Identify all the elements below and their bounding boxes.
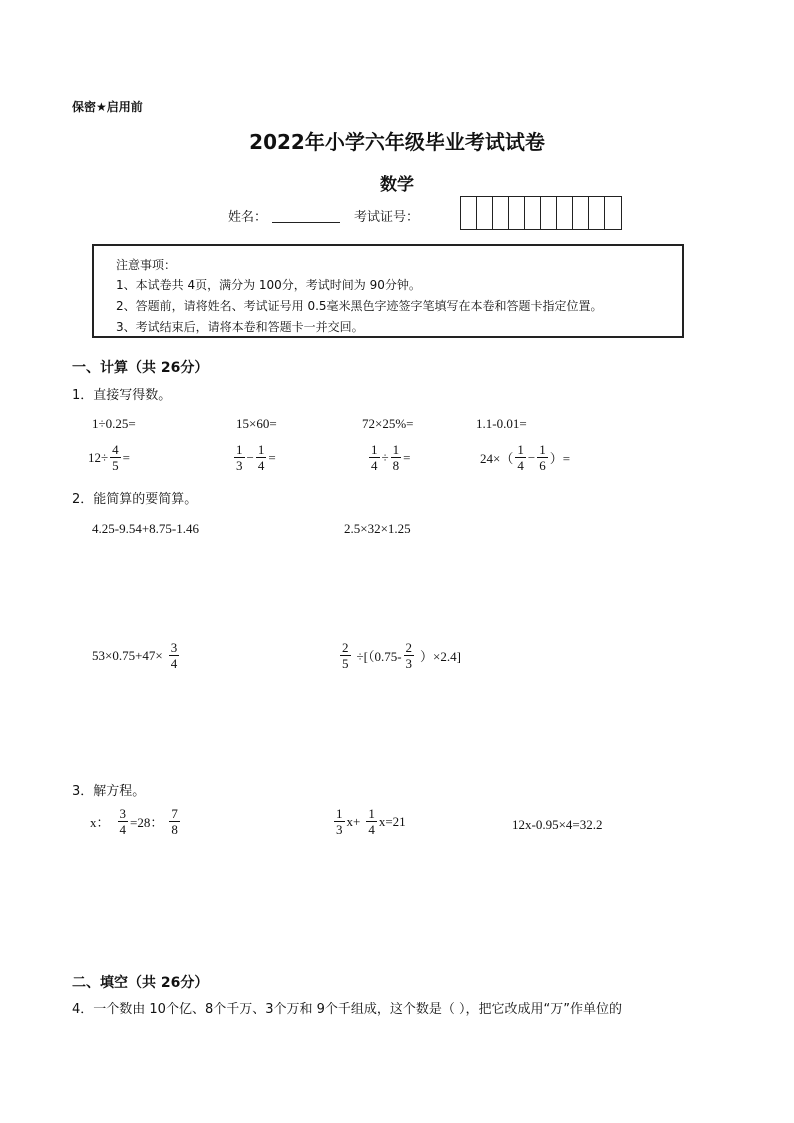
fraction	[169, 806, 180, 837]
confidential-label: 保密★启用前	[72, 100, 143, 114]
fraction-denominator: 6	[539, 458, 546, 473]
calc-item	[367, 442, 410, 473]
fraction-numerator: 1	[392, 442, 400, 457]
exam-id-digit-box[interactable]	[541, 197, 557, 229]
calc-text: =	[268, 449, 276, 465]
question-2-prompt: 2．能简算的要简算。	[72, 492, 198, 507]
fraction-numerator: 1	[539, 442, 546, 457]
calc-item: 15×60=	[236, 416, 277, 431]
calc-text: x：	[90, 815, 110, 830]
fraction	[169, 640, 180, 671]
section-2-title: 二、填空（共 26分）	[72, 975, 209, 991]
fraction-numerator: 1	[257, 442, 265, 457]
fraction-denominator: 4	[170, 656, 178, 671]
calc-operator: ÷	[381, 449, 389, 465]
exam-id-digit-box[interactable]	[573, 197, 589, 229]
calc-text: ）×2.4]	[420, 649, 461, 664]
fraction-numerator: 4	[112, 442, 119, 457]
calc-text: ÷[（0.75-	[356, 649, 402, 664]
calc-item	[88, 442, 130, 473]
fraction-numerator: 1	[371, 442, 378, 457]
calc-text: =28：	[130, 815, 164, 830]
calc-operator: −	[527, 449, 536, 465]
calc-text: x=21	[378, 813, 406, 829]
calc-text: ）=	[549, 451, 571, 466]
fraction	[334, 806, 345, 837]
fraction-denominator: 5	[112, 458, 119, 473]
question-4-text: 4．一个数由 10个亿、8个千万、3个万和 9个千组成，这个数是（ ），把它改成用“万”作单位的	[72, 1002, 622, 1017]
exam-id-label: 考试证号：	[354, 210, 420, 225]
fraction-numerator: 7	[171, 806, 178, 821]
calc-item: 1÷0.25=	[92, 416, 136, 431]
exam-id-digit-box[interactable]	[525, 197, 541, 229]
calc-item: 1.1-0.01=	[476, 416, 527, 431]
fraction	[404, 640, 415, 671]
fraction-numerator: 2	[342, 640, 349, 655]
subject-title: 数学	[380, 175, 414, 195]
calc-text: 53×0.75+47×	[92, 647, 163, 663]
fraction-numerator: 3	[119, 806, 127, 821]
calc-item: 72×25%=	[362, 416, 414, 431]
exam-id-digit-box[interactable]	[477, 197, 493, 229]
fraction	[366, 806, 377, 837]
section-1-title: 一、计算（共 26分）	[72, 360, 209, 376]
exam-title: 2022年小学六年级毕业考试试卷	[249, 130, 545, 154]
fraction-denominator: 3	[405, 656, 413, 671]
calc-text: =	[122, 449, 130, 465]
exam-id-digit-box[interactable]	[493, 197, 509, 229]
equation	[332, 806, 406, 837]
question-3-prompt: 3．解方程。	[72, 784, 146, 799]
calc-text: x+	[346, 813, 361, 829]
fraction	[369, 442, 380, 473]
fraction-denominator: 4	[368, 822, 375, 837]
calc-expression: 2.5×32×1.25	[344, 521, 411, 536]
name-label: 姓名：	[228, 210, 268, 225]
exam-id-digit-box[interactable]	[605, 197, 621, 229]
fraction	[537, 442, 548, 473]
fraction	[118, 806, 129, 837]
fraction-denominator: 3	[236, 458, 243, 473]
calc-text: 24×（	[480, 451, 514, 466]
calc-item	[480, 442, 570, 473]
exam-id-digit-box[interactable]	[557, 197, 573, 229]
calc-text: =	[403, 449, 411, 465]
calc-expression	[338, 640, 461, 671]
fraction	[515, 442, 526, 473]
fraction-denominator: 4	[257, 458, 265, 473]
fraction	[256, 442, 267, 473]
notice-box	[92, 244, 684, 338]
question-1-prompt: 1．直接写得数。	[72, 388, 172, 403]
exam-id-digit-box[interactable]	[589, 197, 605, 229]
notice-item: 1、本试卷共 4页，满分为 100分，考试时间为 90分钟。	[116, 278, 421, 292]
notice-heading: 注意事项：	[116, 258, 177, 272]
fraction-denominator: 4	[517, 458, 524, 473]
fraction-denominator: 4	[119, 822, 127, 837]
name-blank[interactable]	[272, 222, 340, 223]
exam-id-digit-box[interactable]	[461, 197, 477, 229]
calc-item	[232, 442, 276, 473]
fraction-numerator: 1	[368, 806, 375, 821]
equation	[90, 806, 182, 837]
fraction-numerator: 1	[236, 442, 243, 457]
fraction-denominator: 3	[336, 822, 343, 837]
fraction-numerator: 3	[170, 640, 178, 655]
exam-id-digit-box[interactable]	[509, 197, 525, 229]
fraction	[110, 442, 121, 473]
fraction-denominator: 5	[342, 656, 349, 671]
calc-text: 12÷	[88, 449, 109, 465]
notice-item: 2、答题前，请将姓名、考试证号用 0.5毫米黑色字迹签字笔填写在本卷和答题卡指定位置。	[116, 299, 603, 313]
equation: 12x-0.95×4=32.2	[512, 817, 603, 832]
notice-item: 3、考试结束后，请将本卷和答题卡一并交回。	[116, 320, 364, 334]
fraction-denominator: 4	[371, 458, 378, 473]
calc-expression	[92, 640, 181, 671]
fraction-numerator: 1	[517, 442, 524, 457]
fraction	[391, 442, 402, 473]
fraction	[340, 640, 351, 671]
fraction-numerator: 2	[405, 640, 413, 655]
fraction-denominator: 8	[392, 458, 400, 473]
calc-expression: 4.25-9.54+8.75-1.46	[92, 521, 199, 536]
fraction	[234, 442, 245, 473]
fraction-denominator: 8	[171, 822, 178, 837]
exam-id-boxes[interactable]	[460, 196, 622, 230]
fraction-numerator: 1	[336, 806, 343, 821]
calc-operator: −	[246, 449, 254, 465]
